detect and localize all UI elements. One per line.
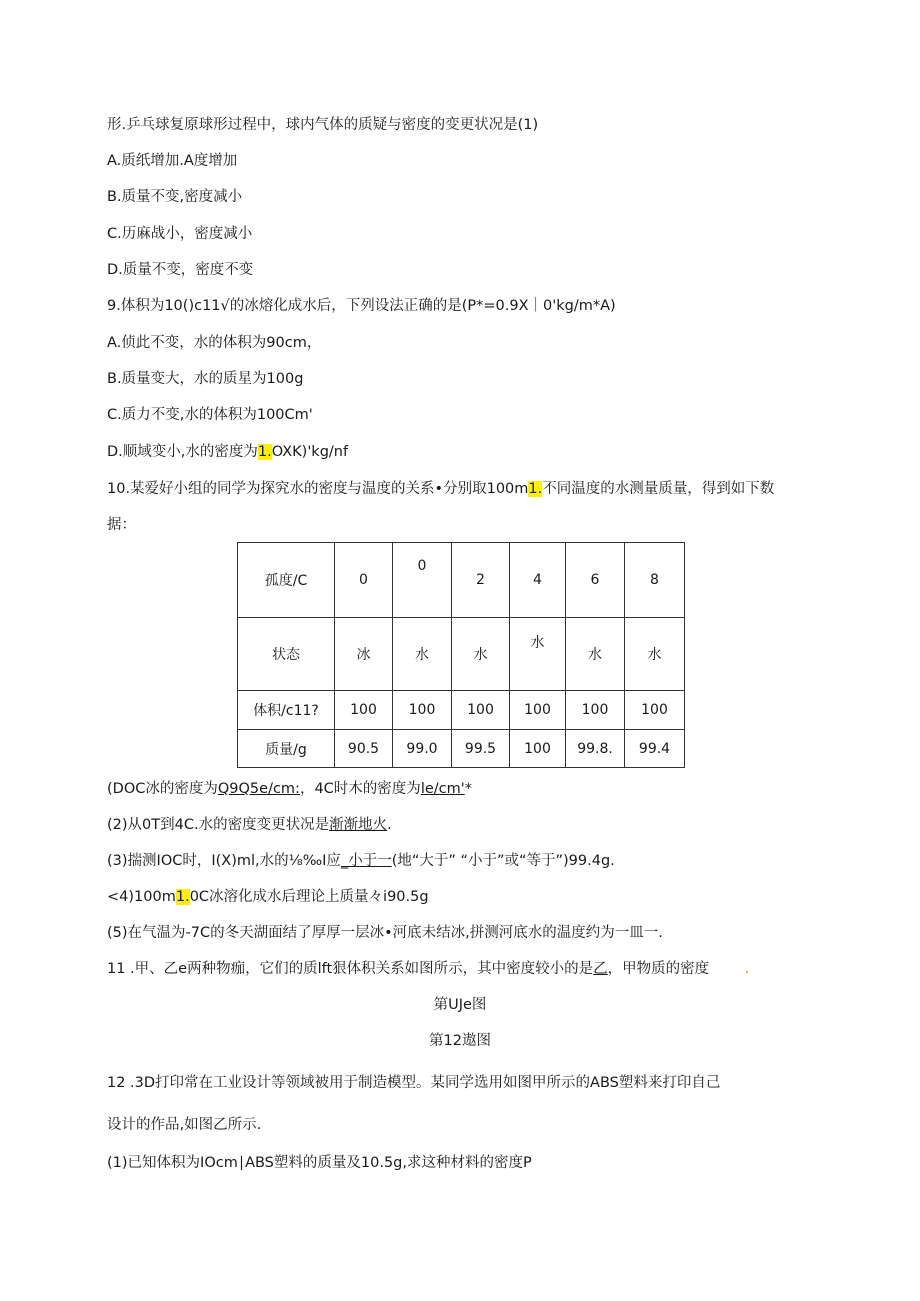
cell-text: 0 [417, 558, 427, 574]
question-10-stem [107, 479, 774, 499]
text: 0C冰溶化成水后理论上质量々i90.5g [189, 889, 429, 905]
table-cell: 4 [510, 543, 566, 618]
table-row [238, 543, 685, 618]
text: (2)从0T到4C.水的密度变更状况是 [107, 817, 330, 833]
text: ，4C时木的密度为 [299, 781, 421, 797]
highlighted-text: 1. [257, 444, 272, 460]
option-b: B.质量变大，水的质星为100g [107, 371, 304, 387]
option-a: A.质纸增加.A度增加 [107, 153, 238, 169]
cell-text: 水 [530, 635, 545, 651]
table-cell: 100 [625, 691, 685, 730]
table-cell: 100 [393, 691, 452, 730]
answer-5: (5)在气温为-7C的冬天湖面结了厚厚一层冰•河底未结冰,拼测河底水的温度约为一皿一. [107, 925, 663, 941]
question-12-part-1: (1)已知体积为IOcm∣ABS塑料的质量及10.5g,求这种材料的密度P [107, 1155, 532, 1171]
question-10-stem-cont: 据： [107, 517, 136, 533]
question-9-stem: 9.体积为10()c11√的冰熔化成水后，下列设法正确的是(P*=0.9X｜0'kg∕m*A) [107, 298, 616, 314]
option-c: C.历麻战小，密度减小 [107, 226, 253, 242]
text: * [464, 781, 472, 797]
question-11-stem [107, 959, 749, 979]
question-12-stem-cont: 设计的作品,如图乙所示. [107, 1117, 262, 1133]
option-a: A.侦此不变，水的体积为90cm， [107, 335, 322, 351]
text: . [387, 817, 392, 833]
option-b: B.质量不变,密度减小 [107, 189, 243, 205]
table-cell: 100 [566, 691, 625, 730]
table-cell: 2 [452, 543, 510, 618]
text: 不同温度的水测量质量，得到如下数 [542, 481, 775, 497]
table-cell: 99.0 [393, 730, 452, 768]
answer-2 [107, 815, 392, 835]
answer-3 [107, 851, 615, 871]
text: <4)100m [107, 889, 176, 905]
table-cell [393, 543, 452, 618]
question-12-stem: 12 .3D打印常在工业设计等领域被用于制造模型。某同学选用如图甲所示的ABS塑料来打印自己 [107, 1075, 721, 1091]
text: OXK)'kg∕nf [271, 444, 349, 460]
option-d [107, 442, 348, 462]
table-row [238, 691, 685, 730]
table-cell: 水 [566, 618, 625, 691]
text: (3)揣测IOC时，I(X)ml,水的⅛‰I应 [107, 853, 341, 869]
text: . [744, 961, 750, 977]
table-row [238, 730, 685, 768]
table-cell: 6 [566, 543, 625, 618]
table-cell: 体积∕c11? [238, 691, 335, 730]
highlighted-text: 1. [175, 889, 190, 905]
table-cell: 100 [335, 691, 393, 730]
underlined-answer: 乙 [593, 961, 608, 977]
table-cell: 100 [510, 730, 566, 768]
table-cell: 孤度/C [238, 543, 335, 618]
text: D.顺域变小,水的密度为 [107, 444, 258, 460]
underlined-answer: Q9Q5e∕cm: [217, 781, 300, 797]
table-cell: 水 [393, 618, 452, 691]
text: (地“大于” “小于”或“等于”)99.4g. [391, 853, 615, 869]
underlined-answer: _小于一 [340, 853, 392, 869]
figure-caption-11: 第UJe图 [433, 997, 487, 1013]
figure-caption-12: 第12遨图 [429, 1033, 491, 1049]
highlighted-text: 1. [528, 481, 543, 497]
text: 10.某爱好小组的同学为探究水的密度与温度的关系•分别取100m [107, 481, 529, 497]
table-cell: 水 [452, 618, 510, 691]
option-d: D.质量不变，密度不变 [107, 262, 254, 278]
text: ，甲物质的密度 [607, 961, 710, 977]
table-cell: 90.5 [335, 730, 393, 768]
question-8-stem: 形.乒乓球复原球形过程中，球内气体的质疑与密度的变更状况是(1) [107, 117, 539, 133]
table-cell: 99.4 [625, 730, 685, 768]
table-cell: 100 [452, 691, 510, 730]
answer-1 [107, 779, 472, 799]
table-cell: 质量/g [238, 730, 335, 768]
table-cell: 水 [625, 618, 685, 691]
table-cell: 100 [510, 691, 566, 730]
option-c: C.质力不变,水的体积为100Cm' [107, 407, 313, 423]
underlined-answer: 渐渐地火 [329, 817, 388, 833]
table-cell: 8 [625, 543, 685, 618]
table-cell: 99.5 [452, 730, 510, 768]
text: 11 .甲、乙e两种物痂，它们的质lft狠体积关系如图所示，其中密度较小的是 [107, 961, 594, 977]
table-cell: 0 [335, 543, 393, 618]
text: (DOC冰的密度为 [107, 781, 218, 797]
table-cell: 99.8. [566, 730, 625, 768]
underlined-answer: le∕cm' [420, 781, 465, 797]
table-row [238, 618, 685, 691]
data-table [237, 542, 685, 768]
table-cell: 状态 [238, 618, 335, 691]
table-cell: 冰 [335, 618, 393, 691]
table-cell [510, 618, 566, 691]
answer-4 [107, 887, 429, 907]
